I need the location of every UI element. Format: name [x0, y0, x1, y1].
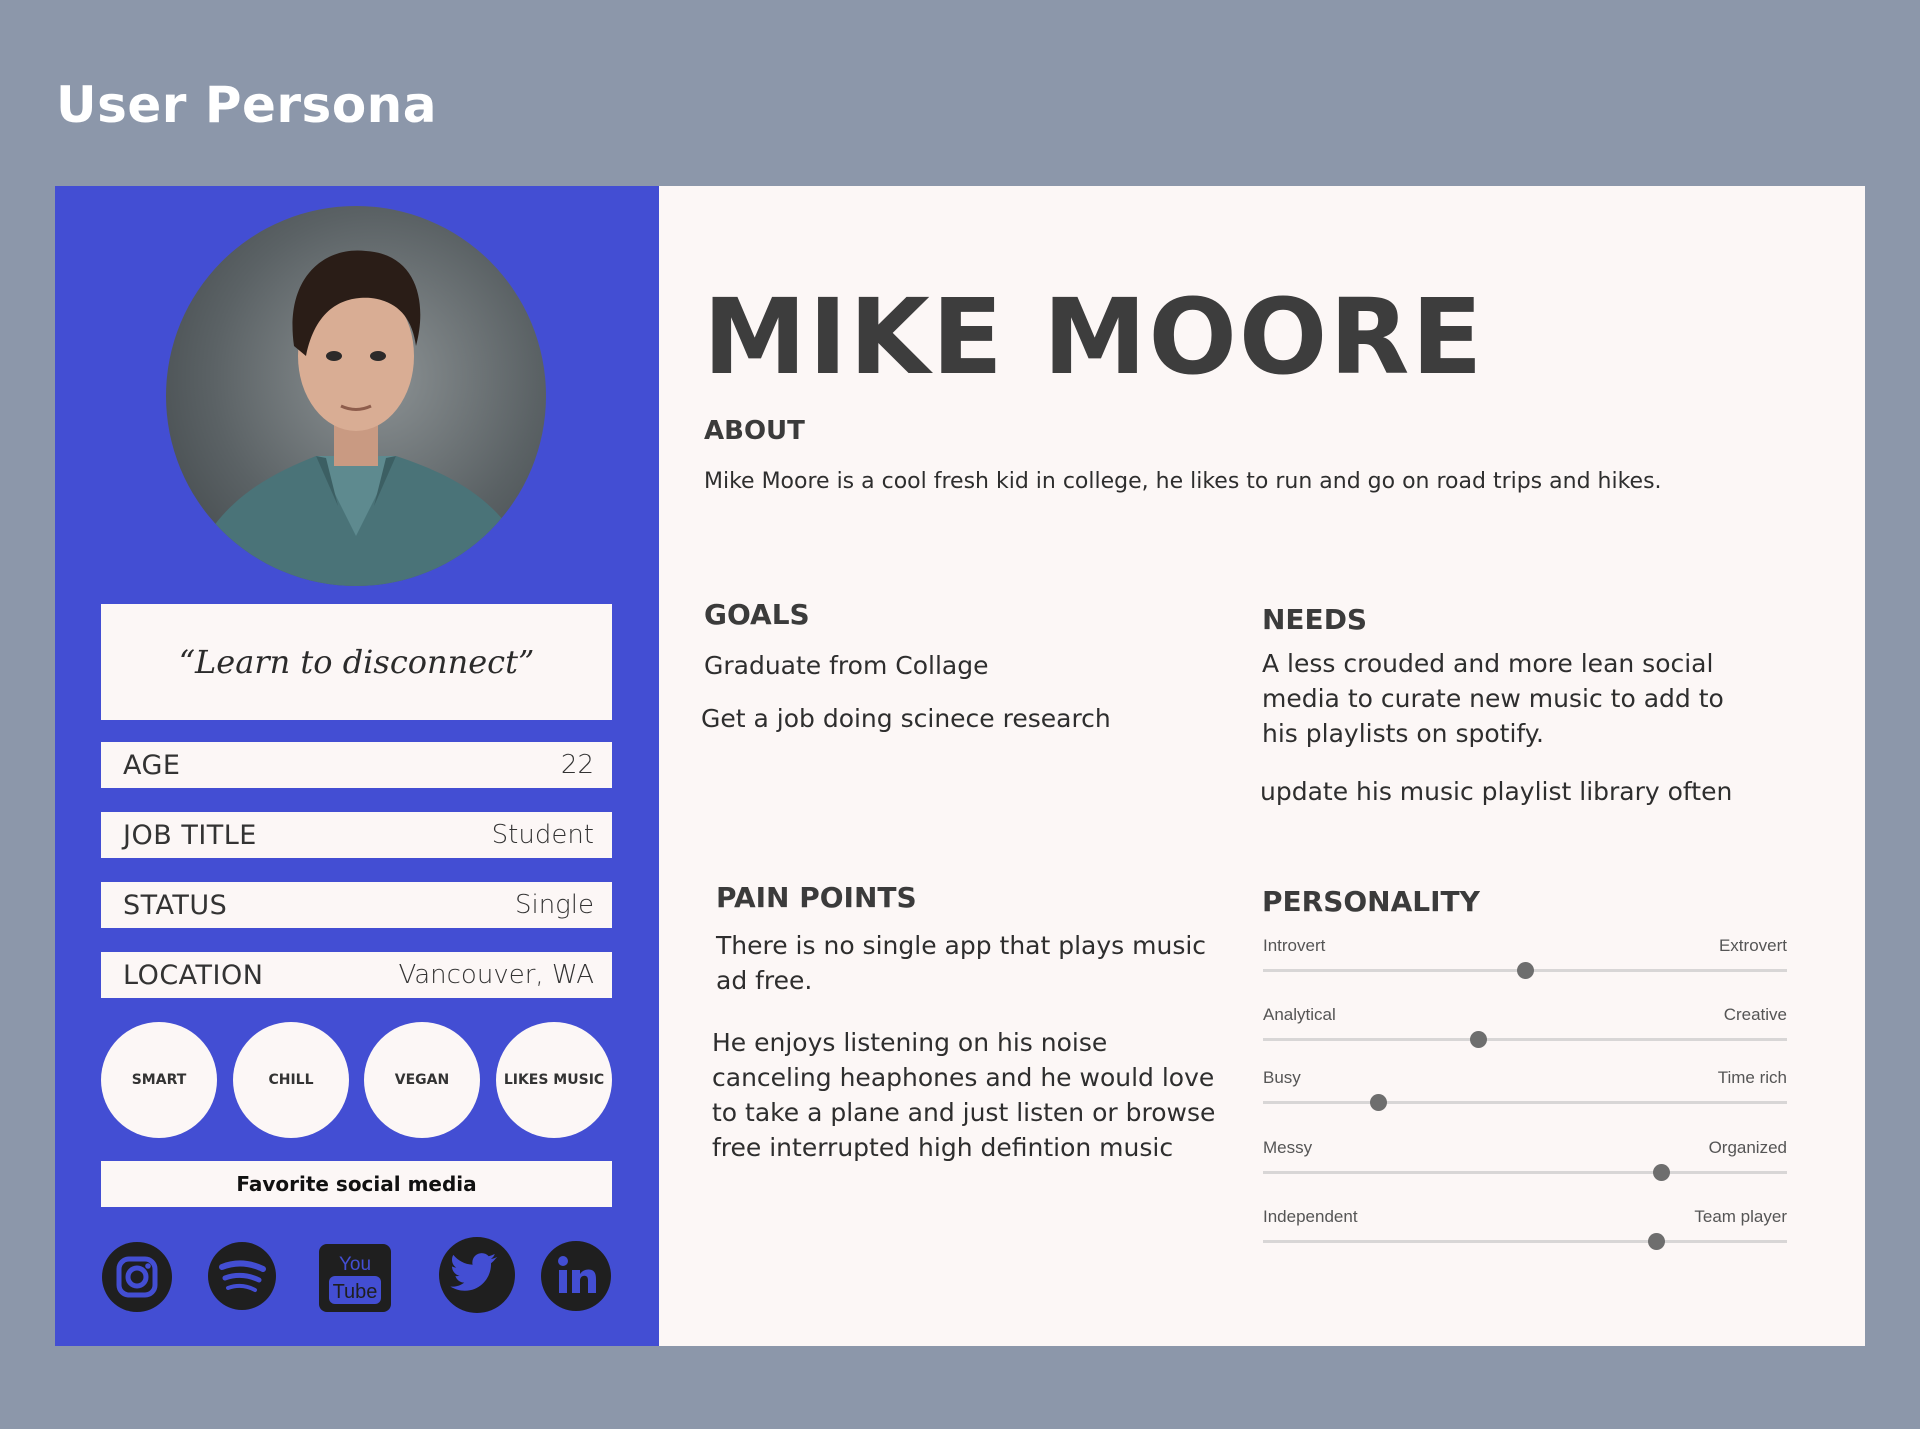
profile-panel — [55, 186, 659, 1346]
youtube-icon[interactable] — [319, 1244, 391, 1312]
personality-slider-introvert-extrovert[interactable] — [1263, 936, 1787, 986]
personality-slider-independent-team-player[interactable] — [1263, 1207, 1787, 1257]
social-heading-label: Favorite social media — [236, 1172, 477, 1196]
quote-box — [101, 604, 612, 720]
need-item: update his music playlist library often — [1260, 777, 1733, 806]
persona-name: MIKE MOORE — [703, 276, 1485, 398]
avatar — [166, 206, 546, 586]
slider-right-label: Extrovert — [1718, 936, 1787, 955]
twitter-icon[interactable] — [438, 1236, 516, 1314]
persona-card — [55, 186, 1865, 1346]
slider-right-label: Creative — [1723, 1005, 1787, 1024]
youtube-text-top: You — [338, 1254, 372, 1275]
slider-track[interactable] — [1263, 1240, 1787, 1243]
personality-slider-busy-time-rich[interactable] — [1263, 1068, 1787, 1118]
spotify-icon[interactable] — [207, 1241, 277, 1311]
info-row-status — [101, 882, 612, 928]
slider-thumb[interactable] — [1517, 962, 1534, 979]
slider-track[interactable] — [1263, 1171, 1787, 1174]
about-heading: ABOUT — [704, 416, 805, 446]
youtube-text-bottom: Tube — [332, 1281, 378, 1303]
slider-left-label: Messy — [1263, 1138, 1313, 1157]
location-label: LOCATION — [123, 959, 264, 991]
slider-track[interactable] — [1263, 1038, 1787, 1041]
slider-thumb[interactable] — [1648, 1233, 1665, 1250]
about-text: Mike Moore is a cool fresh kid in college, he likes to run and go on road trips and hikes. — [704, 469, 1662, 494]
personality-slider-analytical-creative[interactable] — [1263, 1005, 1787, 1055]
job-title-value: Student — [491, 820, 594, 850]
job-title-label: JOB TITLE — [123, 819, 257, 851]
status-label: STATUS — [123, 889, 228, 921]
instagram-icon[interactable] — [101, 1241, 173, 1313]
goal-item: Get a job doing scinece research — [701, 704, 1111, 733]
favorite-social-heading — [101, 1161, 612, 1207]
trait-badge-chill — [233, 1022, 349, 1138]
info-row-job-title — [101, 812, 612, 858]
needs-heading: NEEDS — [1262, 603, 1368, 636]
info-row-location — [101, 952, 612, 998]
persona-quote: “Learn to disconnect” — [178, 643, 535, 681]
slider-left-label: Busy — [1263, 1068, 1301, 1087]
slider-thumb[interactable] — [1370, 1094, 1387, 1111]
age-label: AGE — [123, 749, 181, 781]
pain-point-item: There is no single app that plays music ad free. — [716, 931, 1207, 995]
linkedin-icon[interactable] — [540, 1240, 612, 1312]
trait-badges — [101, 1022, 612, 1138]
info-row-age — [101, 742, 612, 788]
slider-right-label: Time rich — [1717, 1068, 1787, 1087]
trait-label: CHILL — [268, 1072, 314, 1088]
slider-right-label: Team player — [1694, 1207, 1787, 1226]
slider-track[interactable] — [1263, 1101, 1787, 1104]
slider-left-label: Independent — [1263, 1207, 1358, 1226]
trait-badge-likes-music — [496, 1022, 612, 1138]
goals-heading: GOALS — [704, 598, 810, 631]
trait-label: LIKES MUSIC — [503, 1072, 605, 1088]
page-title: User Persona — [56, 76, 437, 134]
need-item: A less crouded and more lean social media to curate new music to add to his playlists on spotify. — [1262, 649, 1724, 748]
slider-right-label: Organized — [1708, 1138, 1787, 1157]
status-value: Single — [514, 890, 594, 920]
trait-badge-vegan — [364, 1022, 480, 1138]
avatar-portrait-image — [166, 206, 546, 586]
slider-left-label: Analytical — [1263, 1005, 1336, 1024]
pain-points-heading: PAIN POINTS — [716, 881, 917, 914]
trait-badge-smart — [101, 1022, 217, 1138]
goal-item: Graduate from Collage — [704, 651, 989, 680]
trait-label: VEGAN — [394, 1072, 450, 1088]
trait-label: SMART — [131, 1072, 187, 1088]
slider-left-label: Introvert — [1263, 936, 1326, 955]
location-value: Vancouver, WA — [398, 960, 594, 990]
personality-slider-messy-organized[interactable] — [1263, 1138, 1787, 1188]
slider-thumb[interactable] — [1470, 1031, 1487, 1048]
pain-point-item: He enjoys listening on his noise canceling heaphones and he would love to take a plane and just listen or browse free interrupted high defintion music — [712, 1028, 1216, 1162]
personality-heading: PERSONALITY — [1262, 885, 1480, 918]
slider-thumb[interactable] — [1653, 1164, 1670, 1181]
age-value: 22 — [560, 750, 594, 780]
